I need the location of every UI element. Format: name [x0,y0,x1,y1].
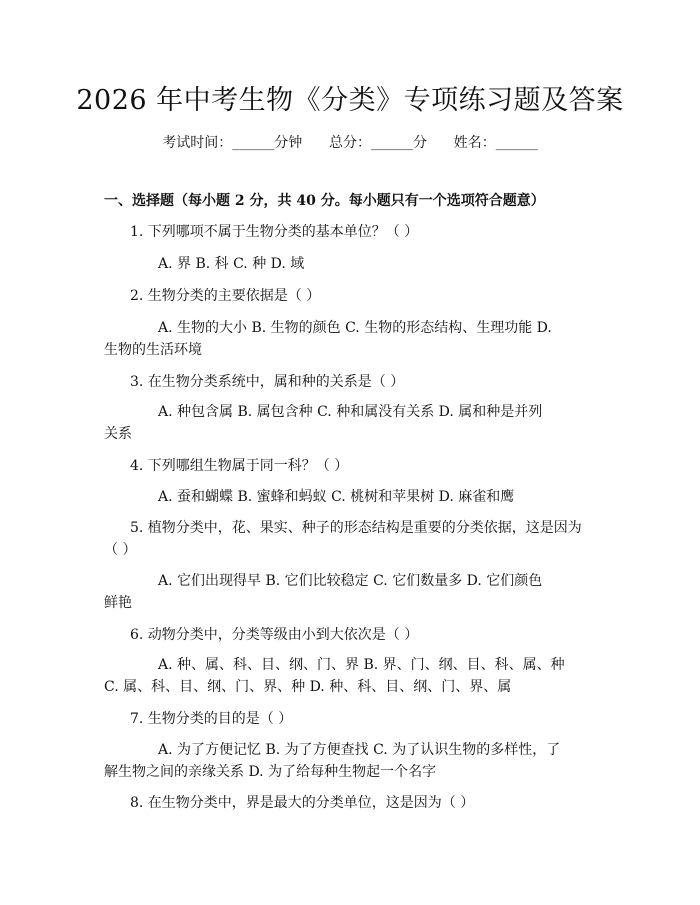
exam-info-line: 考试时间：______分钟 总分：______分 姓名：______ [162,135,538,151]
question-2-options: A. 生物的大小 B. 生物的颜色 C. 生物的形态结构、生理功能 D. [158,320,552,336]
question-5: 5. 植物分类中，花、果实、种子的形态结构是重要的分类依据，这是因为 [130,520,582,536]
question-3: 3. 在生物分类系统中，属和种的关系是（ ） [130,374,405,390]
question-5-options-cont: 鲜艳 [104,595,132,611]
question-6: 6. 动物分类中，分类等级由小到大依次是（ ） [130,627,419,643]
question-2-options-cont: 生物的生活环境 [104,342,202,358]
question-4-options: A. 蚕和蝴蝶 B. 蜜蜂和蚂蚁 C. 桃树和苹果树 D. 麻雀和鹰 [158,489,515,505]
question-2: 2. 生物分类的主要依据是（ ） [130,288,321,304]
question-6-options: A. 种、属、科、目、纲、门、界 B. 界、门、纲、目、科、属、种 [158,657,565,673]
question-7-options: A. 为了方便记忆 B. 为了方便查找 C. 为了认识生物的多样性，了 [158,742,561,758]
section-heading: 一、选择题（每小题 2 分，共 40 分。每小题只有一个选项符合题意） [104,193,545,209]
question-1-options: A. 界 B. 科 C. 种 D. 域 [158,256,305,272]
question-5-options: A. 它们出现得早 B. 它们比较稳定 C. 它们数量多 D. 它们颜色 [158,573,543,589]
page-title: 2026 年中考生物《分类》专项练习题及答案 [76,85,624,116]
question-3-options: A. 种包含属 B. 属包含种 C. 种和属没有关系 D. 属和种是并列 [158,404,543,420]
question-7: 7. 生物分类的目的是（ ） [130,711,293,727]
question-7-options-cont: 解生物之间的亲缘关系 D. 为了给每种生物起一个名字 [104,764,437,780]
question-5-cont: （ ） [104,542,137,558]
question-8: 8. 在生物分类中，界是最大的分类单位，这是因为（ ） [130,795,475,811]
question-3-options-cont: 关系 [104,426,132,442]
question-6-options-cont: C. 属、科、目、纲、门、界、种 D. 种、科、目、纲、门、界、属 [104,679,512,695]
question-4: 4. 下列哪组生物属于同一科？（ ） [130,458,349,474]
question-1: 1. 下列哪项不属于生物分类的基本单位？（ ） [130,224,419,240]
